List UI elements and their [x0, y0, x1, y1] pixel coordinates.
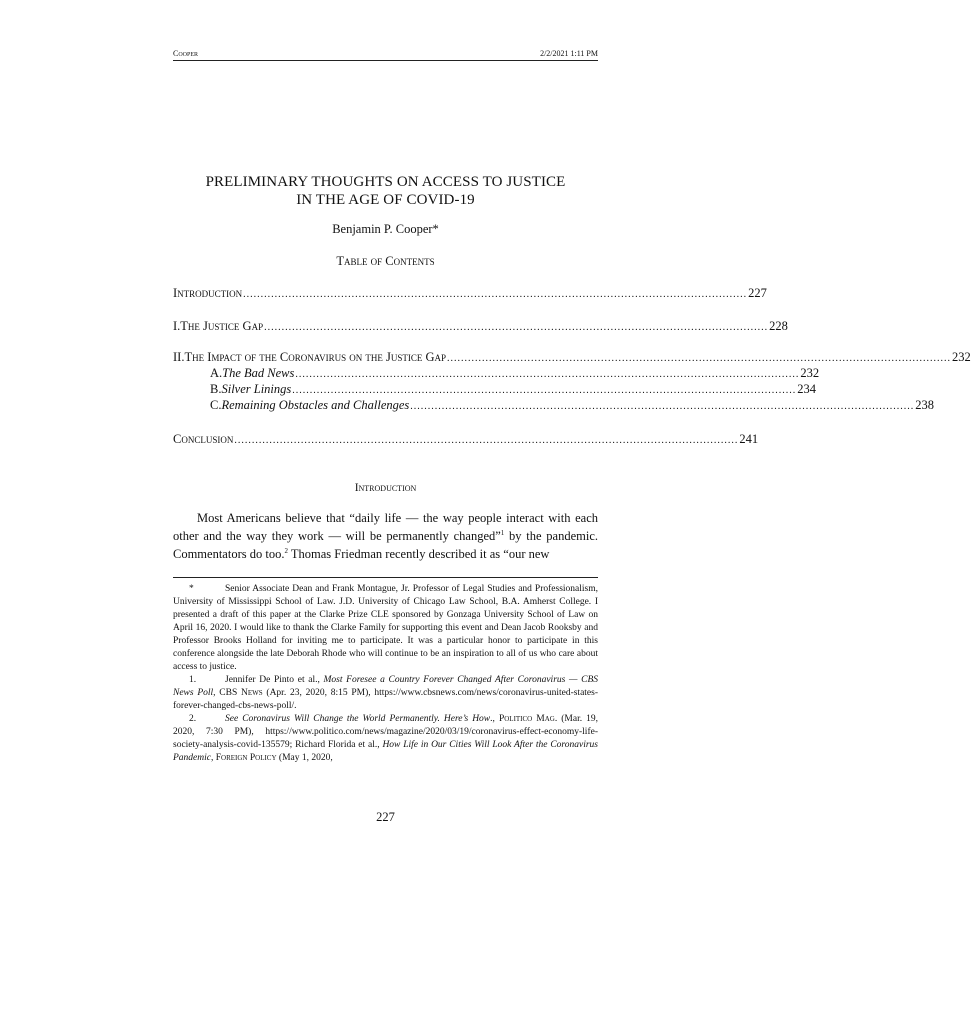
toc-label: The Impact of the Coronavirus on the Justice Gap	[184, 350, 447, 364]
footnote-ref-1: 1	[500, 528, 505, 537]
toc-leader: ................................................................................................................................................	[243, 289, 748, 300]
body-text-c: Thomas Friedman recently described it as “our new	[287, 547, 550, 561]
footnote-star	[173, 583, 598, 674]
body-paragraph	[173, 509, 598, 563]
footnote-text: (May 1, 2020,	[276, 753, 333, 763]
footnote-source: Politico Mag.	[498, 714, 558, 724]
author-line: Benjamin P. Cooper*	[332, 222, 439, 236]
toc-number: C.	[210, 398, 222, 412]
toc-number: I.	[173, 319, 181, 333]
running-header	[173, 49, 598, 61]
toc-item-introduction	[173, 286, 767, 302]
page-number: 227	[376, 810, 395, 824]
toc-item-justice-gap	[173, 319, 788, 335]
footnote-mark: *	[189, 584, 194, 594]
footnotes	[173, 583, 598, 765]
footnote-1	[173, 674, 598, 713]
article-title	[173, 173, 598, 209]
toc-heading: Table of Contents	[336, 254, 435, 268]
toc-item-impact	[173, 350, 971, 366]
toc-leader: ................................................................................................................................................	[410, 401, 915, 412]
footnote-mark: 2.	[189, 714, 197, 724]
toc-leader: ................................................................................................................................................	[264, 322, 769, 333]
footnote-text: (Apr. 23, 2020, 8:15 PM), https://www.cbsnews.com/news/coronavirus-united-states-forever-changed-cbs-news-poll/.	[173, 688, 598, 711]
toc-item-silver-linings	[210, 382, 817, 398]
toc-page: 238	[915, 398, 935, 412]
toc-leader: ................................................................................................................................................	[234, 435, 739, 446]
toc-leader: ................................................................................................................................................	[292, 385, 797, 396]
toc-page: 234	[797, 382, 817, 396]
footnote-source: Foreign Policy	[215, 753, 277, 763]
footnote-mark: 1.	[189, 675, 197, 685]
section-heading: Introduction	[354, 482, 417, 494]
toc-label: The Justice Gap	[180, 319, 264, 333]
toc-item-bad-news	[210, 366, 820, 382]
footnote-text: Senior Associate Dean and Frank Montague, Jr. Professor of Legal Studies and Professionalism, University of Mississippi School of Law. J.D. University of Chicago Law School, B.A. Amherst College. I presented a draft of this paper at the Clarke Prize CLE sponsored by Gonzaga University School of Law on April 16, 2020. I would like to thank the Clarke Family for supporting this event and Dean Jacob Rooksby and Professor Brooks Holland for inviting me to participate. It was a particular honor to participate in this conference alongside the late Deborah Rhode who will continue to be an inspiration to all of us who care about access to justice.	[173, 584, 598, 672]
footnote-text: Jennifer De Pinto et al.,	[225, 675, 324, 685]
toc-page: 228	[769, 319, 788, 333]
toc-number: A.	[210, 366, 223, 380]
toc-leader: ................................................................................................................................................	[447, 353, 952, 364]
toc-number: B.	[210, 382, 222, 396]
toc-number: II.	[173, 350, 185, 364]
header-author: Cooper	[173, 49, 199, 58]
footnote-title: Most Foresee a Country Forever Changed After Coronavirus — CBS News Poll	[173, 675, 598, 698]
body-text-b: by the pandemic. Commentators do too.	[173, 529, 598, 561]
toc-label: Silver Linings	[221, 382, 292, 396]
toc-label: The Bad News	[222, 366, 295, 380]
title-line-1: PRELIMINARY THOUGHTS ON ACCESS TO JUSTICE	[205, 174, 566, 190]
footnote-text: , CBS	[213, 688, 242, 698]
footnote-text: (Mar. 19, 2020, 7:30 PM), https://www.politico.com/news/magazine/2020/03/19/coronavirus-effect-economy-life-society-analysis-covid-135579; Richard Florida et al.,	[173, 714, 599, 750]
footnote-divider	[173, 577, 598, 578]
toc-page: 232	[800, 366, 820, 380]
footnote-text: ,	[211, 753, 216, 763]
footnote-text: .,	[490, 714, 499, 724]
body-text-a: Most Americans believe that “daily life — the way people interact with each other and the way they work — will be permanently changed”	[173, 511, 598, 543]
toc-label: Conclusion	[173, 432, 234, 446]
toc-leader: ................................................................................................................................................	[295, 369, 800, 380]
toc-label: Introduction	[173, 286, 243, 300]
toc-label: Remaining Obstacles and Challenges	[221, 398, 410, 412]
toc-page: 241	[739, 432, 759, 446]
toc-item-remaining-obstacles	[210, 398, 935, 414]
footnote-ref-2: 2	[284, 546, 288, 555]
toc-item-conclusion	[173, 432, 759, 448]
toc-page: 232	[952, 350, 971, 364]
footnote-2	[173, 713, 598, 765]
header-timestamp: 2/2/2021 1:11 PM	[540, 49, 598, 58]
footnote-title: See Coronavirus Will Change the World Permanently. Here’s How	[225, 714, 491, 724]
footnote-title: How Life in Our Cities Will Look After the Coronavirus Pandemic	[173, 740, 599, 763]
title-line-2: IN THE AGE OF COVID-19	[296, 192, 475, 208]
footnote-source: News	[241, 688, 263, 698]
toc-page: 227	[748, 286, 767, 300]
